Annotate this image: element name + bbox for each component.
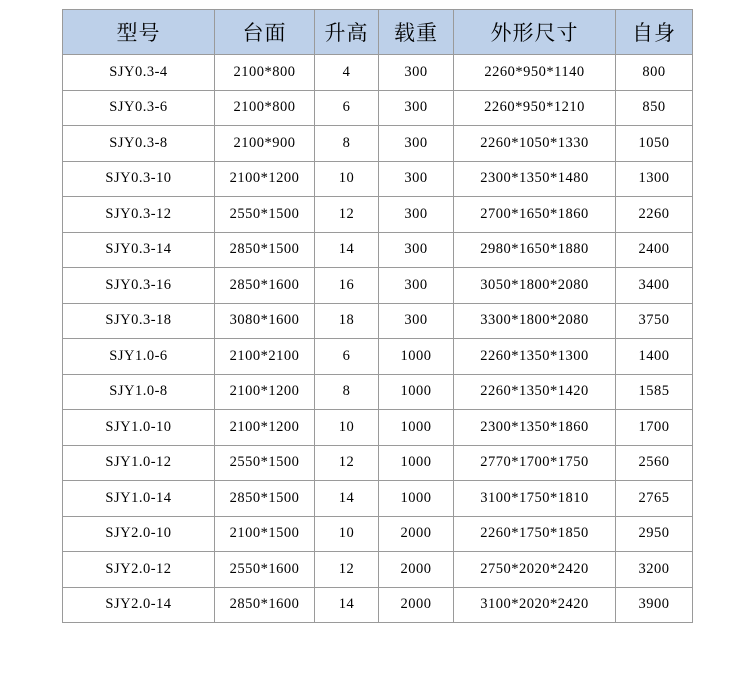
cell-load-capacity: 1000 [379,445,454,481]
cell-overall-size: 2260*1350*1420 [454,374,616,410]
cell-self-weight: 3750 [616,303,693,339]
table-body [63,55,693,623]
cell-self-weight: 850 [616,90,693,126]
table-row [63,268,693,304]
cell-lift-height: 10 [315,516,379,552]
cell-self-weight: 800 [616,55,693,91]
cell-load-capacity: 300 [379,303,454,339]
cell-lift-height: 12 [315,197,379,233]
cell-lift-height: 16 [315,268,379,304]
cell-lift-height: 8 [315,126,379,162]
cell-overall-size: 2980*1650*1880 [454,232,616,268]
cell-platform-size: 2550*1500 [215,197,315,233]
specification-sheet [0,9,750,682]
cell-lift-height: 10 [315,410,379,446]
cell-overall-size: 2260*950*1140 [454,55,616,91]
cell-model: SJY0.3-14 [63,232,215,268]
cell-overall-size: 3050*1800*2080 [454,268,616,304]
cell-overall-size: 2300*1350*1480 [454,161,616,197]
cell-load-capacity: 300 [379,197,454,233]
cell-self-weight: 3900 [616,587,693,623]
cell-self-weight: 3200 [616,552,693,588]
cell-self-weight: 2950 [616,516,693,552]
cell-lift-height: 8 [315,374,379,410]
cell-self-weight: 1700 [616,410,693,446]
cell-lift-height: 12 [315,552,379,588]
cell-load-capacity: 1000 [379,339,454,375]
cell-self-weight: 1300 [616,161,693,197]
table-row [63,481,693,517]
cell-self-weight: 2765 [616,481,693,517]
table-row [63,197,693,233]
table-header-row [63,10,693,55]
cell-self-weight: 1585 [616,374,693,410]
column-header-model: 型号 [63,10,215,55]
cell-platform-size: 2100*900 [215,126,315,162]
cell-load-capacity: 2000 [379,587,454,623]
cell-platform-size: 2550*1500 [215,445,315,481]
cell-overall-size: 3100*1750*1810 [454,481,616,517]
lift-table-specifications [62,9,693,623]
table-row [63,552,693,588]
cell-model: SJY1.0-8 [63,374,215,410]
cell-load-capacity: 300 [379,90,454,126]
table-row [63,126,693,162]
cell-overall-size: 2770*1700*1750 [454,445,616,481]
table-row [63,55,693,91]
cell-lift-height: 4 [315,55,379,91]
cell-model: SJY0.3-10 [63,161,215,197]
cell-lift-height: 6 [315,339,379,375]
cell-model: SJY2.0-14 [63,587,215,623]
cell-lift-height: 14 [315,587,379,623]
table-row [63,303,693,339]
cell-overall-size: 3100*2020*2420 [454,587,616,623]
cell-model: SJY0.3-6 [63,90,215,126]
table-header [63,10,693,55]
cell-model: SJY2.0-12 [63,552,215,588]
cell-model: SJY1.0-14 [63,481,215,517]
cell-self-weight: 2400 [616,232,693,268]
cell-load-capacity: 300 [379,161,454,197]
cell-load-capacity: 1000 [379,481,454,517]
cell-model: SJY0.3-18 [63,303,215,339]
cell-lift-height: 14 [315,232,379,268]
cell-model: SJY0.3-16 [63,268,215,304]
cell-platform-size: 2100*1200 [215,410,315,446]
cell-platform-size: 2100*800 [215,55,315,91]
column-header-lift-height: 升高 [315,10,379,55]
column-header-self-weight: 自身 [616,10,693,55]
cell-load-capacity: 300 [379,126,454,162]
cell-load-capacity: 1000 [379,374,454,410]
cell-load-capacity: 300 [379,232,454,268]
cell-lift-height: 10 [315,161,379,197]
cell-load-capacity: 2000 [379,516,454,552]
cell-overall-size: 2260*1350*1300 [454,339,616,375]
cell-platform-size: 2100*1500 [215,516,315,552]
cell-platform-size: 2550*1600 [215,552,315,588]
cell-platform-size: 2850*1500 [215,481,315,517]
cell-model: SJY2.0-10 [63,516,215,552]
cell-platform-size: 2850*1600 [215,587,315,623]
table-row [63,232,693,268]
cell-model: SJY1.0-6 [63,339,215,375]
cell-self-weight: 3400 [616,268,693,304]
table-row [63,445,693,481]
cell-overall-size: 2700*1650*1860 [454,197,616,233]
cell-platform-size: 2850*1600 [215,268,315,304]
cell-lift-height: 14 [315,481,379,517]
table-row [63,516,693,552]
cell-platform-size: 2100*2100 [215,339,315,375]
table-row [63,339,693,375]
cell-load-capacity: 300 [379,55,454,91]
cell-lift-height: 18 [315,303,379,339]
table-row [63,410,693,446]
cell-model: SJY0.3-8 [63,126,215,162]
cell-overall-size: 2300*1350*1860 [454,410,616,446]
cell-platform-size: 2850*1500 [215,232,315,268]
cell-self-weight: 1400 [616,339,693,375]
cell-platform-size: 2100*1200 [215,374,315,410]
table-row [63,90,693,126]
cell-self-weight: 2260 [616,197,693,233]
cell-lift-height: 6 [315,90,379,126]
cell-platform-size: 3080*1600 [215,303,315,339]
cell-overall-size: 2260*1750*1850 [454,516,616,552]
cell-self-weight: 2560 [616,445,693,481]
column-header-overall-size: 外形尺寸 [454,10,616,55]
cell-self-weight: 1050 [616,126,693,162]
cell-platform-size: 2100*800 [215,90,315,126]
cell-load-capacity: 300 [379,268,454,304]
cell-overall-size: 3300*1800*2080 [454,303,616,339]
table-row [63,587,693,623]
cell-model: SJY1.0-10 [63,410,215,446]
column-header-load: 载重 [379,10,454,55]
cell-overall-size: 2260*1050*1330 [454,126,616,162]
cell-load-capacity: 1000 [379,410,454,446]
table-row [63,161,693,197]
column-header-platform: 台面 [215,10,315,55]
cell-load-capacity: 2000 [379,552,454,588]
table-row [63,374,693,410]
cell-platform-size: 2100*1200 [215,161,315,197]
cell-model: SJY0.3-4 [63,55,215,91]
cell-model: SJY0.3-12 [63,197,215,233]
cell-overall-size: 2750*2020*2420 [454,552,616,588]
cell-overall-size: 2260*950*1210 [454,90,616,126]
cell-model: SJY1.0-12 [63,445,215,481]
cell-lift-height: 12 [315,445,379,481]
